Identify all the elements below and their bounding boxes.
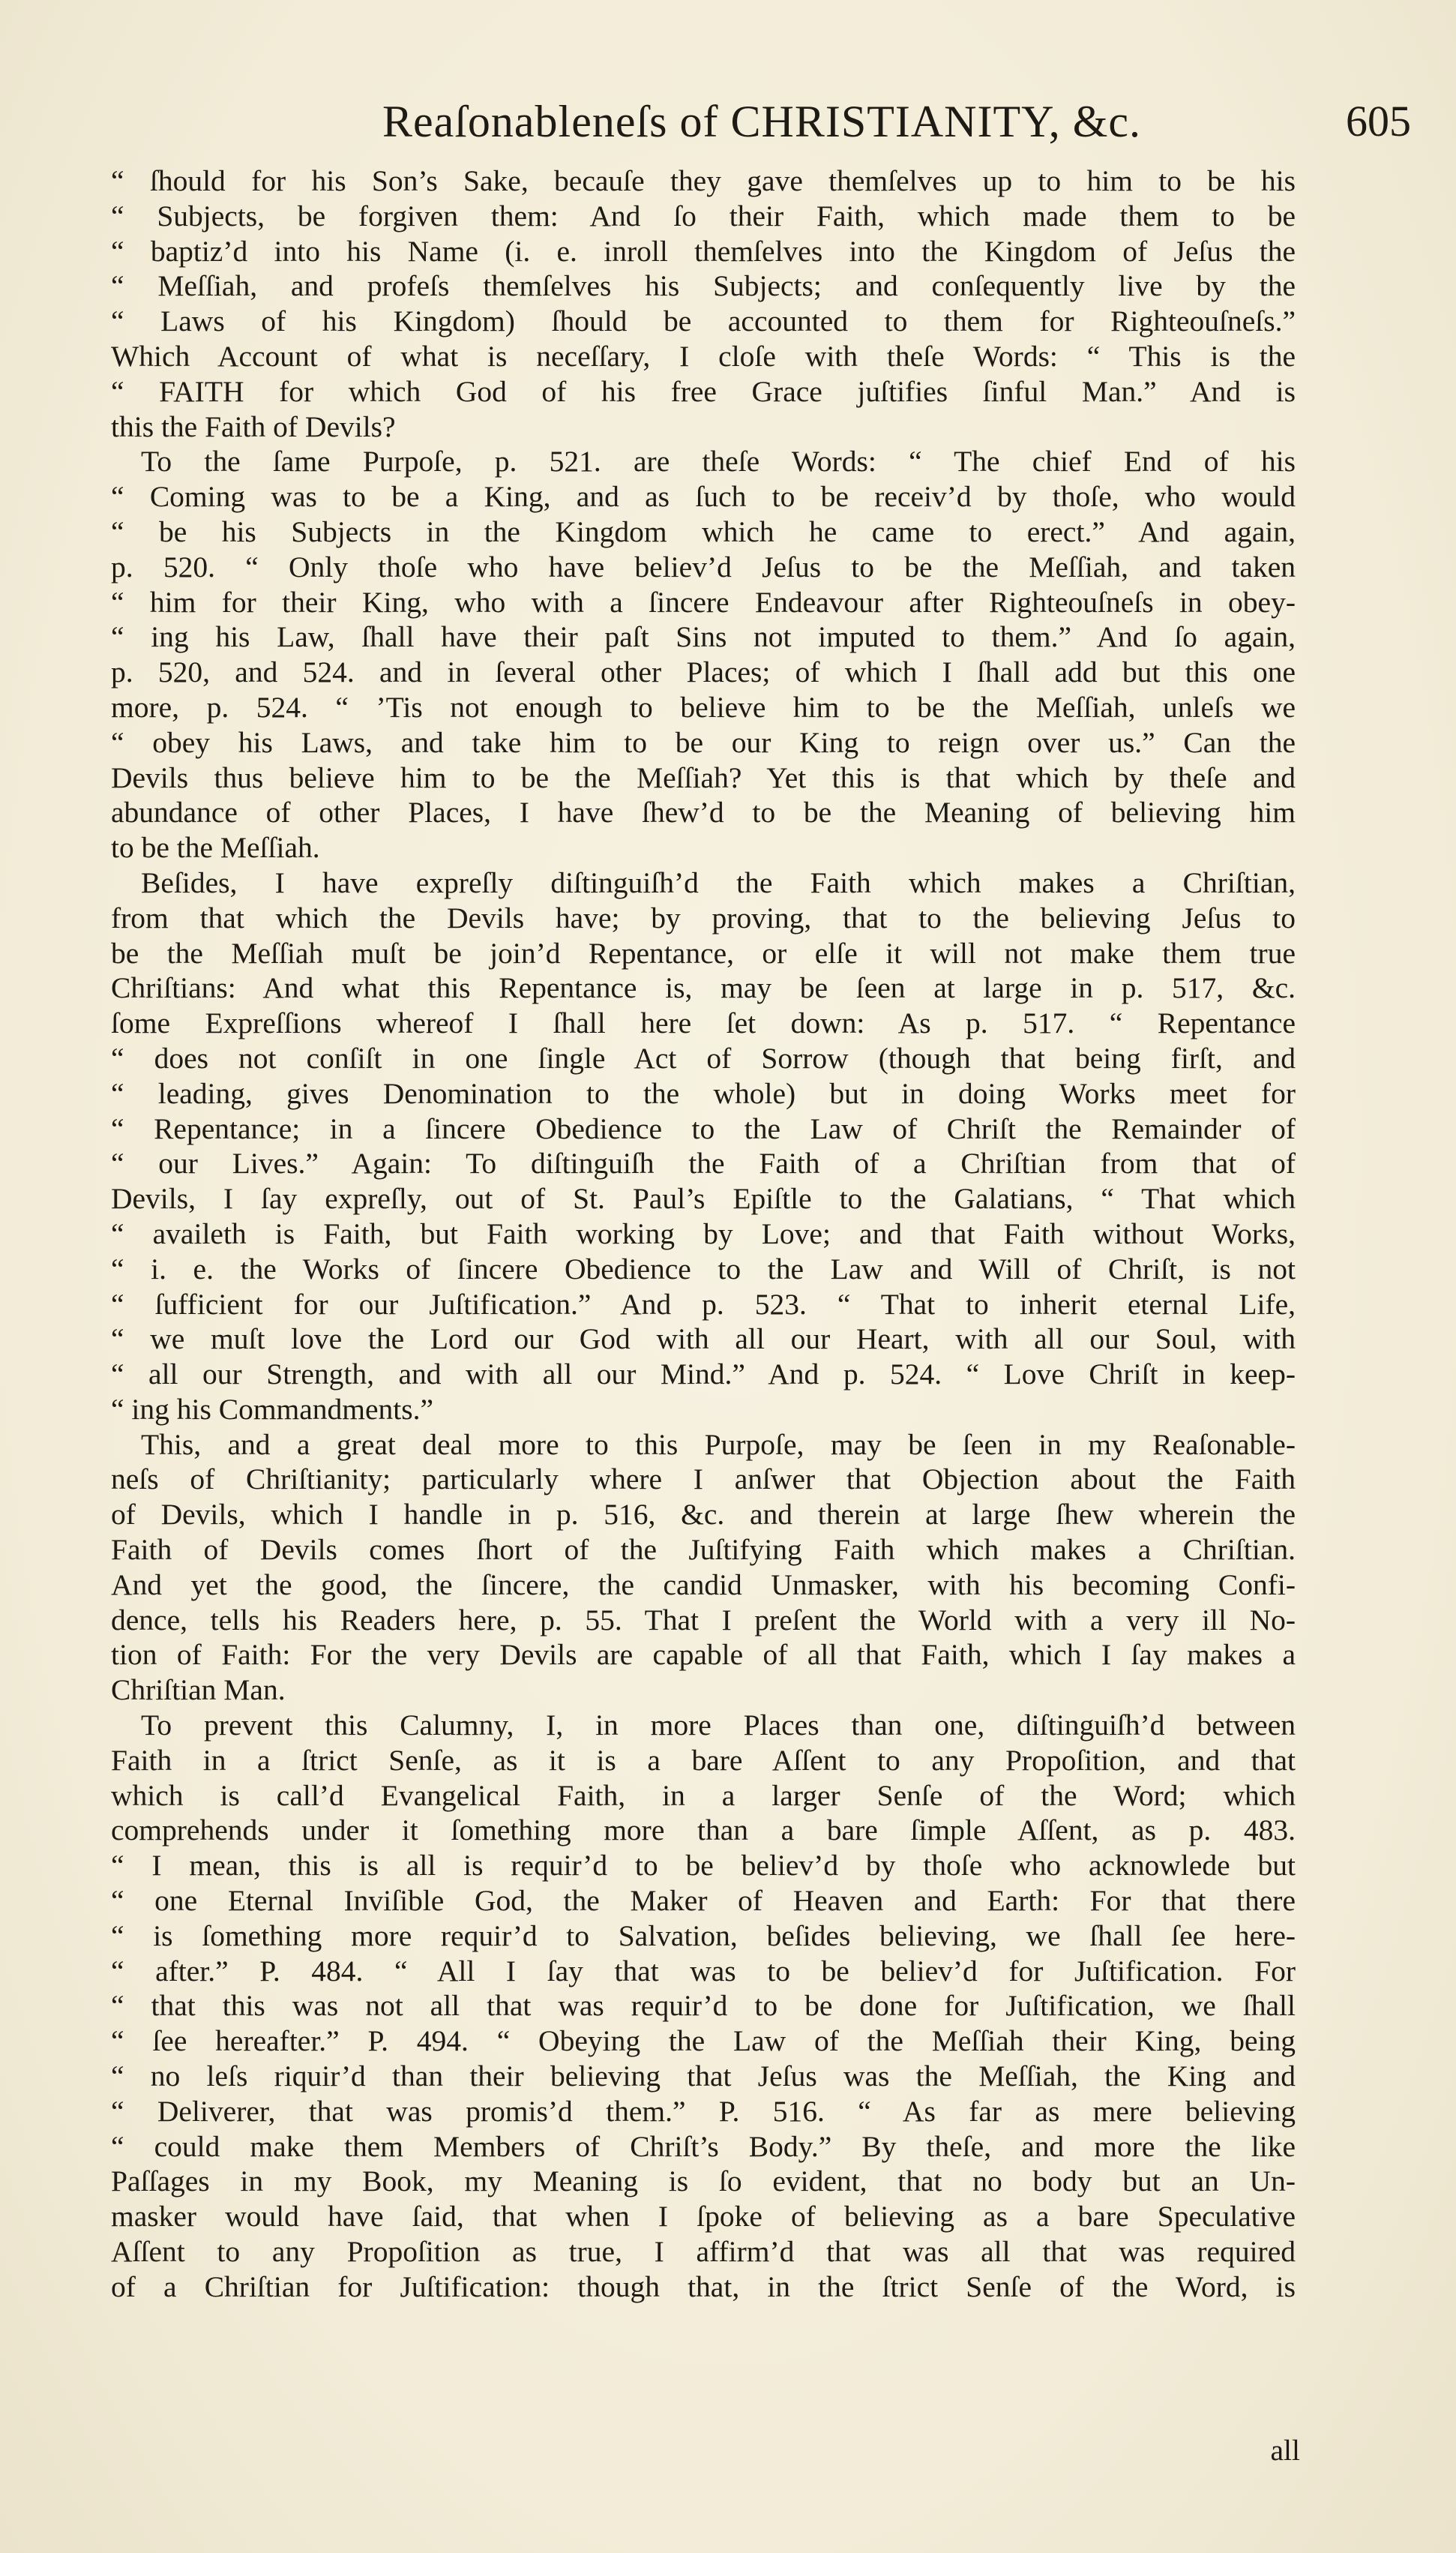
page-number: 605 [1346, 97, 1411, 146]
body-text [111, 164, 1296, 2305]
text-line: Which Account of what is neceſſary, I cloſe with theſe Words: “ This is the [111, 339, 1296, 373]
text-line: “ does not conſiſt in one ſingle Act of Sorrow (though that being firſt, and [111, 1041, 1296, 1075]
text-line: “ our Lives.” Again: To diſtinguiſh the Faith of a Chriſtian from that of [111, 1147, 1296, 1180]
text-line: Devils, I ſay expreſly, out of St. Paul’s Epiſtle to the Galatians, “ That which [111, 1182, 1296, 1216]
text-line: comprehends under it ſomething more than a bare ſimple Aſſent, as p. 483. [111, 1814, 1296, 1847]
text-line: “ Laws of his Kingdom) ſhould be accounted to them for Righteouſneſs.” [111, 304, 1296, 338]
text-line: p. 520. “ Only thoſe who have believ’d Jeſus to be the Meſſiah, and taken [111, 550, 1296, 584]
text-line: “ all our Strength, and with all our Mind.” And p. 524. “ Love Chriſt in keep- [111, 1358, 1296, 1391]
text-line: “ one Eternal Inviſible God, the Maker of Heaven and Earth: For that there [111, 1884, 1296, 1918]
text-line: “ we muſt love the Lord our God with all our Heart, with all our Soul, with [111, 1322, 1296, 1356]
text-line: “ after.” P. 484. “ All I ſay that was to be believ’d for Juſtification. For [111, 1954, 1296, 1988]
text-line: “ Meſſiah, and profeſs themſelves his Subjects; and conſequently live by the [111, 269, 1296, 303]
text-line: “ Coming was to be a King, and as ſuch to be receiv’d by thoſe, who would [111, 480, 1296, 514]
text-line: “ could make them Members of Chriſt’s Body.” By theſe, and more the like [111, 2129, 1296, 2163]
text-line: “ ſee hereafter.” P. 494. “ Obeying the Law of the Meſſiah their King, being [111, 2024, 1296, 2058]
text-line: “ ſhould for his Son’s Sake, becauſe they gave themſelves up to him to be his [111, 164, 1296, 197]
text-line: “ availeth is Faith, but Faith working by Love; and that Faith without Works, [111, 1216, 1296, 1250]
text-line: “ Deliverer, that was promis’d them.” P. 516. “ As far as mere believing [111, 2094, 1296, 2128]
text-line: “ ing his Commandments.” [111, 1392, 434, 1426]
text-line: more, p. 524. “ ’Tis not enough to believe him to be the Meſſiah, unleſs we [111, 690, 1296, 724]
text-line: from that which the Devils have; by proving, that to the believing Jeſus to [111, 901, 1296, 934]
text-line: Chriſtian Man. [111, 1673, 286, 1707]
text-line: Aſſent to any Propoſition as true, I affirm’d that was all that was required [111, 2235, 1296, 2269]
text-line: Paſſages in my Book, my Meaning is ſo evident, that no body but an Un- [111, 2164, 1296, 2198]
text-line: “ Repentance; in a ſincere Obedience to the Law of Chriſt the Remainder of [111, 1112, 1296, 1145]
text-line: “ is ſomething more requir’d to Salvation, beſides believing, we ſhall ſee here- [111, 1918, 1296, 1952]
text-line: “ I mean, this is all is requir’d to be believ’d by thoſe who acknowlede but [111, 1849, 1296, 1882]
text-line: of a Chriſtian for Juſtification: though that, in the ſtrict Senſe of the Word, is [111, 2270, 1296, 2303]
text-line: This, and a great deal more to this Purpoſe, may be ſeen in my Reaſonable- [141, 1427, 1296, 1461]
text-line: ſome Expreſſions whereof I ſhall here ſet down: As p. 517. “ Repentance [111, 1006, 1296, 1040]
catchword: all [1270, 2434, 1300, 2467]
text-line: “ leading, gives Denomination to the whole) but in doing Works meet for [111, 1076, 1296, 1110]
text-line: “ obey his Laws, and take him to be our King to reign over us.” Can the [111, 725, 1296, 759]
text-line: “ Subjects, be forgiven them: And ſo their Faith, which made them to be [111, 199, 1296, 232]
text-line: “ ſufficient for our Juſtification.” And p. 523. “ That to inherit eternal Life, [111, 1287, 1296, 1321]
text-line: “ no leſs riquir’d than their believing that Jeſus was the Meſſiah, the King and [111, 2060, 1296, 2093]
text-line: to be the Meſſiah. [111, 831, 320, 865]
text-line: “ him for their King, who with a ſincere Endeavour after Righteouſneſs in obey- [111, 585, 1296, 619]
text-line: To prevent this Calumny, I, in more Places than one, diſtinguiſh’d between [141, 1708, 1296, 1742]
text-line: “ ing his Law, ſhall have their paſt Sins not imputed to them.” And ſo again, [111, 620, 1296, 654]
text-line: Devils thus believe him to be the Meſſiah? Yet this is that which by theſe and [111, 760, 1296, 794]
text-line: p. 520, and 524. and in ſeveral other Places; of which I ſhall add but this one [111, 656, 1296, 689]
text-line: Faith in a ſtrict Senſe, as it is a bare Aſſent to any Propoſition, and that [111, 1743, 1296, 1777]
text-line: dence, tells his Readers here, p. 55. That I preſent the World with a very ill No- [111, 1603, 1296, 1636]
text-line: “ i. e. the Works of ſincere Obedience to the Law and Will of Chriſt, is not [111, 1252, 1296, 1286]
text-line: “ be his Subjects in the Kingdom which he came to erect.” And again, [111, 514, 1296, 548]
text-line: abundance of other Places, I have ſhew’d to be the Meaning of believing him [111, 796, 1296, 830]
text-line: To the ſame Purpoſe, p. 521. are theſe Words: “ The chief End of his [141, 445, 1296, 478]
text-line: “ baptiz’d into his Name (i. e. inroll themſelves into the Kingdom of Jeſus the [111, 234, 1296, 268]
text-line: neſs of Chriſtianity; particularly where I anſwer that Objection about the Faith [111, 1462, 1296, 1496]
text-line: this the Faith of Devils? [111, 410, 396, 443]
text-line: Faith of Devils comes ſhort of the Juſtifying Faith which makes a Chriſtian. [111, 1533, 1296, 1567]
text-line: tion of Faith: For the very Devils are capable of all that Faith, which I ſay makes a [111, 1638, 1296, 1672]
text-line: Beſides, I have expreſly diſtinguiſh’d the Faith which makes a Chriſtian, [141, 866, 1296, 899]
text-line: of Devils, which I handle in p. 516, &c. and therein at large ſhew wherein the [111, 1498, 1296, 1532]
text-line: which is call’d Evangelical Faith, in a larger Senſe of the Word; which [111, 1778, 1296, 1812]
page-header [112, 92, 1411, 159]
text-line: “ that this was not all that was requir’d to be done for Juſtification, we ſhall [111, 1989, 1296, 2023]
text-line: be the Meſſiah muſt be join’d Repentance, or elſe it will not make them true [111, 936, 1296, 970]
text-line: “ FAITH for which God of his free Grace juſtifies ſinful Man.” And is [111, 374, 1296, 408]
text-line: masker would have ſaid, that when I ſpoke of believing as a bare Speculative [111, 2200, 1296, 2234]
running-title: Reaſonableneſs of CHRISTIANITY, &c. [382, 97, 1142, 146]
text-line: And yet the good, the ſincere, the candid Unmasker, with his becoming Confi- [111, 1568, 1296, 1601]
text-line: Chriſtians: And what this Repentance is, may be ſeen at large in p. 517, &c. [111, 971, 1296, 1005]
